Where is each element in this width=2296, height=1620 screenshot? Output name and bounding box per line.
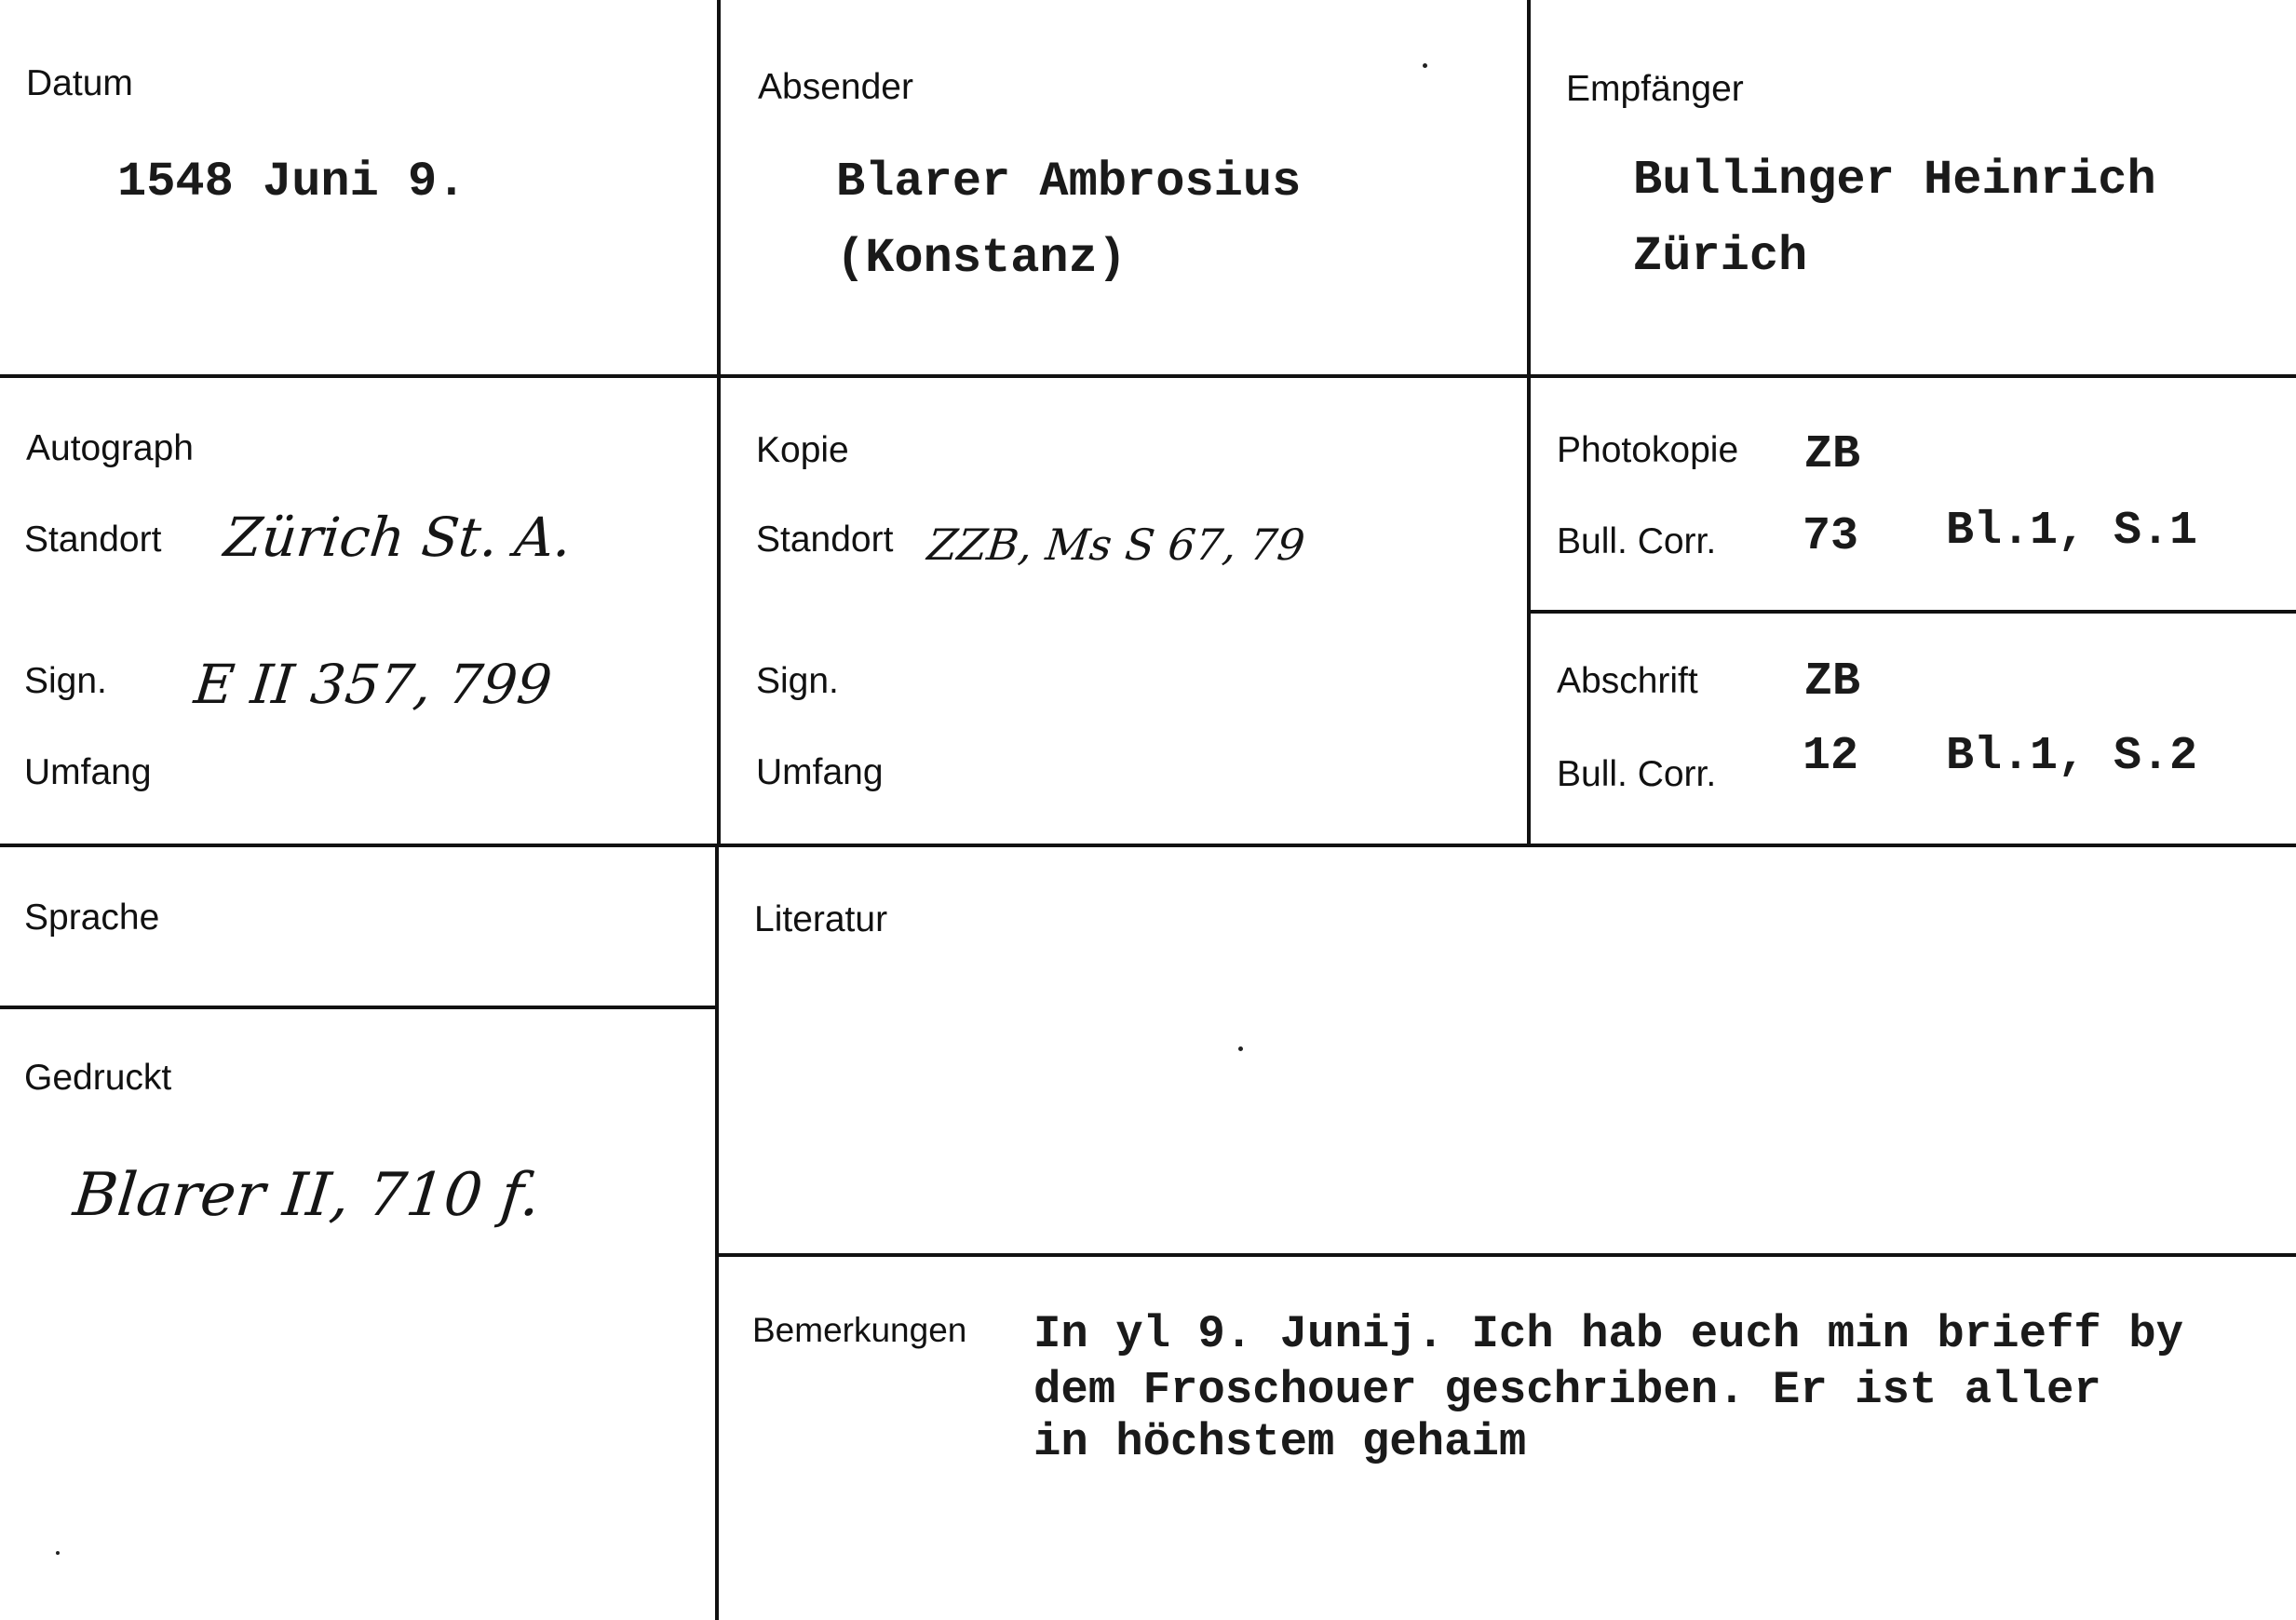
gedruckt-value: Blarer II, 710 f. bbox=[70, 1161, 544, 1230]
kopie-standort-label: Standort bbox=[756, 520, 894, 560]
divider-row1 bbox=[0, 374, 2296, 378]
sprache-label: Sprache bbox=[24, 898, 160, 938]
autograph-label: Autograph bbox=[26, 428, 194, 468]
autograph-sign-label: Sign. bbox=[24, 661, 107, 701]
absender-name: Blarer Ambrosius bbox=[836, 155, 1302, 209]
autograph-sign-value: E II 357, 799 bbox=[191, 653, 555, 716]
autograph-standort-label: Standort bbox=[24, 520, 162, 560]
autograph-umfang-label: Umfang bbox=[24, 752, 152, 792]
scan-speck bbox=[56, 1551, 60, 1555]
absender-place: (Konstanz) bbox=[836, 231, 1128, 286]
divider-photokopie-abschrift bbox=[1527, 610, 2296, 614]
bemerkungen-line-2: dem Froschouer geschriben. Er ist aller bbox=[1033, 1364, 2101, 1416]
empfaenger-place: Zürich bbox=[1633, 229, 1808, 284]
divider-col1-bottom bbox=[715, 847, 719, 1620]
datum-label: Datum bbox=[26, 63, 133, 103]
bemerkungen-label: Bemerkungen bbox=[752, 1311, 967, 1349]
scan-speck bbox=[1423, 63, 1427, 68]
gedruckt-label: Gedruckt bbox=[24, 1058, 172, 1098]
kopie-sign-label: Sign. bbox=[756, 661, 839, 701]
divider-row2 bbox=[0, 844, 2296, 847]
divider-col2-top bbox=[1527, 0, 1531, 847]
bemerkungen-line-1: In yl 9. Junij. Ich hab euch min brieff by bbox=[1033, 1308, 2184, 1360]
kopie-standort-value: ZZB, Ms S 67, 79 bbox=[925, 520, 1308, 570]
divider-sprache-gedruckt bbox=[0, 1006, 717, 1009]
abschrift-label: Abschrift bbox=[1557, 661, 1698, 701]
abschrift-corr-label: Bull. Corr. bbox=[1557, 754, 1717, 794]
autograph-standort-value: Zürich St. A. bbox=[221, 506, 575, 569]
empfaenger-name: Bullinger Heinrich bbox=[1633, 153, 2156, 208]
photokopie-label: Photokopie bbox=[1557, 430, 1739, 470]
literatur-label: Literatur bbox=[754, 899, 888, 939]
scan-speck bbox=[1238, 1046, 1243, 1051]
kopie-umfang-label: Umfang bbox=[756, 752, 884, 792]
kopie-label: Kopie bbox=[756, 430, 849, 470]
bemerkungen-line-3: in höchstem gehaim bbox=[1033, 1416, 1527, 1468]
photokopie-corr-number: 73 bbox=[1803, 510, 1859, 563]
divider-literatur-bemerkungen bbox=[717, 1253, 2296, 1257]
divider-col1-mid bbox=[717, 378, 721, 847]
photokopie-corr-ref: Bl.1, S.1 bbox=[1946, 505, 2198, 558]
absender-label: Absender bbox=[758, 67, 913, 107]
abschrift-corr-ref: Bl.1, S.2 bbox=[1946, 730, 2198, 783]
photokopie-corr-label: Bull. Corr. bbox=[1557, 521, 1717, 561]
datum-value: 1548 Juni 9. bbox=[117, 155, 466, 209]
abschrift-library: ZB bbox=[1804, 655, 1861, 709]
photokopie-library: ZB bbox=[1804, 428, 1861, 481]
abschrift-corr-number: 12 bbox=[1803, 730, 1859, 783]
empfaenger-label: Empfänger bbox=[1566, 69, 1744, 109]
divider-col1-top bbox=[717, 0, 721, 378]
